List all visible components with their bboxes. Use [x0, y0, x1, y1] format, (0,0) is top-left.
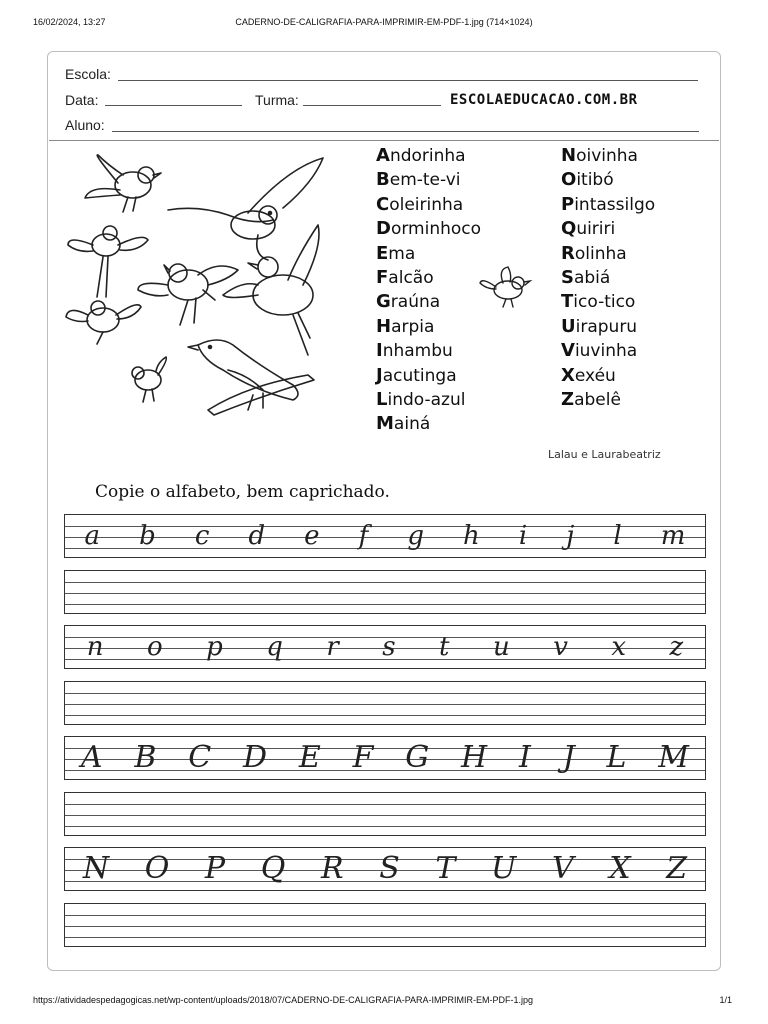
exercise-instruction: Copie o alfabeto, bem caprichado. — [95, 482, 390, 502]
cursive-letter: J — [562, 740, 575, 775]
bird-drawing-5 — [223, 225, 319, 355]
cursive-letter: c — [194, 521, 210, 551]
practice-row-blank[interactable] — [64, 681, 706, 725]
print-date: 16/02/2024, 13:27 — [33, 17, 106, 27]
cursive-letter: z — [669, 632, 684, 662]
cursive-letter: t — [439, 632, 450, 662]
bird-name: Inhambu — [376, 340, 453, 362]
ruled-line — [65, 693, 705, 694]
practice-row-blank[interactable] — [64, 792, 706, 836]
practice-row-blank[interactable] — [64, 903, 706, 947]
ruled-line — [65, 604, 705, 605]
cursive-letter: h — [463, 521, 480, 551]
cursive-letter: i — [518, 521, 528, 551]
practice-row-blank[interactable] — [64, 570, 706, 614]
cursive-letter: r — [326, 632, 339, 662]
small-bird-icon — [478, 265, 538, 315]
cursive-letter: f — [358, 521, 369, 551]
cursive-letter: E — [298, 740, 321, 775]
birds-illustration — [58, 145, 368, 425]
ruled-line — [65, 826, 705, 827]
cursive-letter: j — [566, 521, 575, 551]
bird-name: Graúna — [376, 291, 441, 313]
cursive-letter: m — [660, 521, 686, 551]
cursive-letter: e — [304, 521, 320, 551]
cursive-letter: v — [553, 632, 568, 662]
bird-name: Quiriri — [561, 218, 616, 240]
ruled-line — [65, 926, 705, 927]
cursive-letter: u — [492, 632, 510, 662]
cursive-letter: O — [144, 851, 170, 886]
cursive-letter: q — [266, 632, 283, 662]
cursive-letter: P — [204, 851, 226, 886]
bird-drawing-6 — [66, 301, 141, 344]
practice-row-guide[interactable] — [64, 736, 706, 780]
ruled-line — [65, 704, 705, 705]
ruled-line — [65, 915, 705, 916]
practice-row-guide[interactable] — [64, 514, 706, 558]
bird-name: Oitibó — [561, 169, 614, 191]
cursive-letter: d — [248, 521, 266, 551]
ruled-line — [65, 715, 705, 716]
print-header — [0, 17, 768, 31]
cursive-letter: l — [613, 521, 622, 551]
bird-drawing-8 — [188, 340, 314, 415]
cursive-letter: X — [609, 851, 631, 886]
cursive-letter: H — [461, 740, 488, 775]
bird-name: Zabelê — [561, 389, 621, 411]
cursive-letter: G — [405, 740, 430, 775]
bird-name: Uirapuru — [561, 315, 638, 337]
letter-guide — [65, 848, 705, 890]
bird-name: Rolinha — [561, 242, 627, 264]
practice-row-guide[interactable] — [64, 847, 706, 891]
header-divider — [49, 140, 719, 141]
cursive-letter: N — [82, 851, 110, 886]
cursive-letter: n — [86, 632, 104, 662]
cursive-letter: F — [352, 740, 374, 775]
ruled-line — [65, 593, 705, 594]
cursive-letter: B — [134, 740, 157, 775]
bird-names-column-2 — [561, 144, 655, 412]
cursive-letter: M — [658, 740, 689, 775]
ruled-line — [65, 582, 705, 583]
cursive-letter: a — [84, 521, 101, 551]
bird-name: Mainá — [376, 413, 431, 435]
cursive-letter: R — [320, 851, 344, 886]
school-field[interactable] — [118, 80, 698, 81]
cursive-letter: o — [146, 632, 163, 662]
bird-name: Dorminhoco — [376, 218, 482, 240]
cursive-letter: b — [139, 521, 156, 551]
student-field[interactable] — [112, 131, 699, 132]
bird-name: Falcão — [376, 267, 434, 289]
cursive-letter: Z — [666, 851, 688, 886]
class-label: Turma: — [255, 92, 299, 108]
cursive-letter: I — [519, 740, 531, 775]
bird-name: Pintassilgo — [561, 193, 656, 215]
bird-name: Lindo-azul — [376, 389, 466, 411]
cursive-letter: g — [407, 521, 424, 551]
ruled-line — [65, 815, 705, 816]
cursive-letter: s — [382, 632, 396, 662]
practice-row-guide[interactable] — [64, 625, 706, 669]
bird-name: Sabiá — [561, 267, 611, 289]
bird-drawing-3 — [68, 226, 148, 297]
class-field[interactable] — [303, 105, 441, 106]
cursive-letter: U — [491, 851, 517, 886]
bird-drawing-1 — [85, 155, 161, 212]
cursive-letter: p — [206, 632, 223, 662]
bird-name: Andorinha — [376, 145, 466, 166]
cursive-letter: T — [435, 851, 456, 886]
ruled-line — [65, 937, 705, 938]
letter-guide — [65, 626, 705, 668]
print-url: https://atividadespedagogicas.net/wp-content/uploads/2018/07/CADERNO-DE-CALIGRAFIA-PARA-IMPRIMIR-EM-PDF-1.jpg — [33, 995, 534, 1005]
bird-name: Bem-te-vi — [376, 169, 461, 191]
cursive-letter: S — [379, 851, 400, 886]
bird-names-column-1 — [376, 144, 481, 437]
date-label: Data: — [65, 92, 99, 108]
bird-name: Viuvinha — [561, 340, 638, 362]
cursive-letter: Q — [260, 851, 286, 886]
letter-guide — [65, 737, 705, 779]
date-field[interactable] — [105, 105, 242, 106]
cursive-letter: L — [606, 740, 627, 775]
bird-name: Tico-tico — [561, 291, 636, 313]
cursive-letter: C — [188, 740, 212, 775]
brand-logo: ESCOLAEDUCACAO.COM.BR — [450, 92, 638, 108]
bird-name: Coleirinha — [376, 193, 464, 215]
bird-name: Xexéu — [561, 364, 616, 386]
page-number: 1/1 — [719, 995, 732, 1005]
print-title: CADERNO-DE-CALIGRAFIA-PARA-IMPRIMIR-EM-PDF-1.jpg (714×1024) — [235, 17, 533, 27]
cursive-letter: D — [243, 740, 268, 775]
bird-drawing-7 — [132, 357, 166, 402]
cursive-letter: x — [611, 632, 627, 662]
bird-drawing-2 — [168, 158, 323, 260]
bird-name: Ema — [376, 242, 416, 264]
author-credit: Lalau e Laurabeatriz — [548, 448, 661, 461]
letter-guide — [65, 515, 705, 557]
print-footer — [0, 995, 768, 1009]
bird-name: Harpia — [376, 315, 435, 337]
cursive-letter: A — [80, 740, 103, 775]
bird-name: Jacutinga — [376, 364, 457, 386]
cursive-letter: V — [551, 851, 574, 886]
bird-name: Noivinha — [561, 145, 638, 166]
school-label: Escola: — [65, 66, 111, 82]
ruled-line — [65, 804, 705, 805]
student-label: Aluno: — [65, 117, 105, 133]
